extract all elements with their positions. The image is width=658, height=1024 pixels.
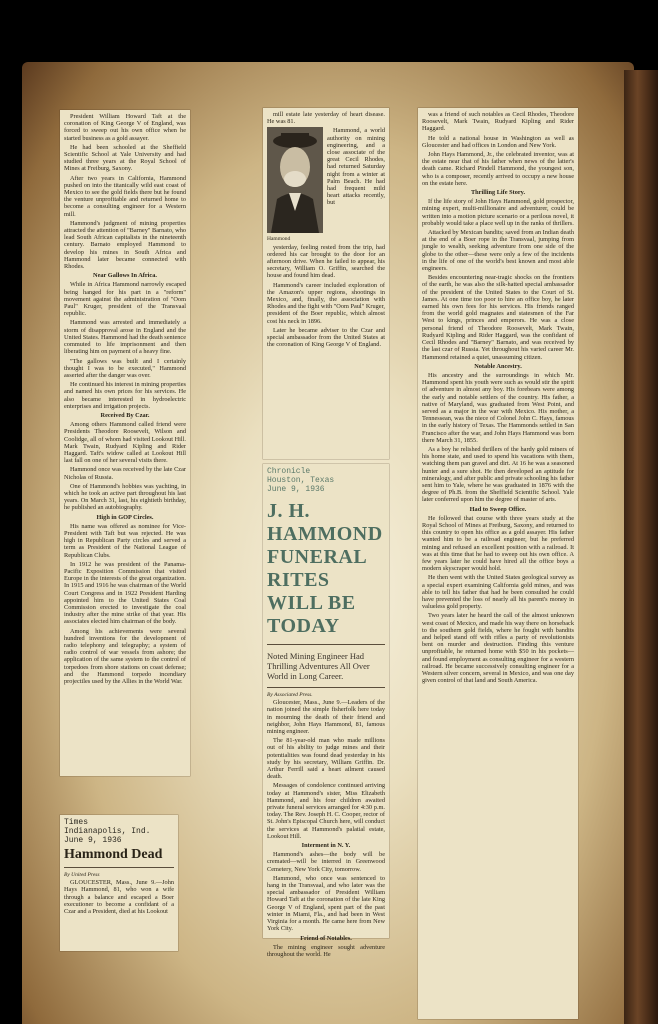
article-paragraph: One of Hammond's hobbies was yachting, in which he took an active part throughout his last years. On March 31, last, his eightieth birthday, he published an autobiography. (64, 482, 186, 512)
article-paragraph: Hammond, a world authority on mining engineering, and a close associate of the great Cecil Rhodes, had returned Saturday night from a winter at Palm Beach. He had had frequent mild heart attacks recently, but (327, 127, 385, 207)
article-paragraph: The mining engineer sought adventure throughout the world. He (267, 943, 385, 958)
small-clipping (60, 815, 178, 951)
article-paragraph: He told a national house in Washington as well as Gloucester and had offices in London and New York. (422, 134, 574, 149)
mid-top-clipping (263, 108, 389, 459)
divider (267, 644, 385, 645)
subheading: Near Gallows In Africa. (93, 272, 157, 280)
headline-line: J. H. HAMMOND (267, 500, 383, 545)
dateline-line: June 9, 1936 (64, 836, 122, 845)
article-paragraph: yesterday, feeling rested from the trip, had ordered his car brought to the door for an afternoon drive. When he failed to appear, his secretary, William O. Griffin, searched the house and found him dead. (267, 243, 385, 280)
article-paragraph: Hammond once was received by the late Czar Nicholas of Russia. (64, 466, 186, 481)
article-paragraph: In 1912 he was president of the Panama-Pacific Exposition Commission that visited Europe in the interests of the great organization. In 1915 and 1916 he was chairman of the World Court Congress and in 1922 President Harding appointed him to the United States Coal Commission erected to investigate the coal industry after the mine strike of that year. His associates elected him chairman of the body. (64, 560, 186, 626)
article-paragraph: Hammond's career included exploration of the Amazon's upper regions, shootings in Mexico, and, finally, the association with Rhodes and the fight with "Oom Paul" Kruger, president of the Boer republic, which almost cost his neck in 1896. (267, 281, 385, 325)
article-paragraph: John Hays Hammond, Jr., the celebrated inventor, was at the estate near that of his father when news of the latter's death came. Richard Pindell Hammond, the youngest son, who is a composer, recently arrived to occupy a new house on the estate here. (422, 151, 574, 187)
right-clipping (418, 108, 578, 1019)
article-paragraph: President William Howard Taft at the coronation of King George V of England, was forced to sweep out his own office when he started business as a gold assayer. (64, 113, 186, 142)
divider (64, 867, 174, 868)
article-paragraph: Two years later he heard the call of the almost unknown west coast of Mexico, and made his way there on horseback to the southern gold fields, where he fought with bandits and helped stand off with rifles a party of revolutionists bent on murder and destruction. Finding this venture unprofitable, he returned home with $50 in his pockets—and found employment as consulting engineer for a western railroad. He became successively consulting engineer for a Western silver concern, several in Mexico, and was one day given control of that land and South America. (422, 612, 574, 685)
article-paragraph: Gloucester, Mass., June 9.—Leaders of the nation joined the simple fisherfolk here today in mourning the death of their friend and neighbor, John Hays Hammond, 81, famous mining engineer. (267, 699, 385, 736)
mid-bottom-clipping (263, 464, 389, 958)
article-paragraph: His ancestry and the surroundings in which Mr. Hammond spent his youth were such as would stir the spirit of adventure in almost any boy. His forebears were among the early and notable settlers of the country. His father, a native of Maryland, was graduated from West Point, and served as a major in the war with Mexico. His mother, a Tennessean, was the niece of Colonel John C. Hays, famous in the early history of Texas. The Hammonds settled in San Francisco after the war, and John Hays Hammond was born there March 31, 1855. (422, 371, 574, 444)
portrait-icon (267, 127, 323, 233)
article-paragraph: After two years in California, Hammond pushed on into the titanically wild east coast of Mexico to see the gold fields there but he found the venture unprofitable and returned home to become a consulting engineer for a Western mill. (64, 174, 186, 218)
article-paragraph: Hammond was arrested and immediately a storm of disapproval arose in England and the United States. Hammond had the death sentence commuted to life imprisonment and then liberating him on payment of a heavy fine. (64, 319, 186, 356)
subheading: Interment in N. Y. (301, 842, 351, 850)
stamp-line: Houston, Texas (267, 476, 335, 485)
divider (267, 687, 385, 688)
article-paragraph: "The gallows was built and I certainly thought I was to be executed," Hammond asserted after the danger was over. (64, 357, 186, 379)
stamp-line: Chronicle (267, 467, 311, 476)
article-paragraph: His name was offered as nominee for Vice-President with Taft but was rejected. He was high in Republican Party circles and served a term as President of the National League of Republican Clubs. (64, 522, 186, 559)
headline (267, 500, 385, 638)
article-paragraph: Messages of condolence continued arriving today at Hammond's sister, Miss Elizabeth Hammond, and his four children awaited private funeral services arranged for 4:30 p.m. today. The Rev. Joseph H. C. Cooper, rector of St. John's Episcopal Church here, will conduct the services at Hammond's palatial estate, Lookout Hill. (267, 782, 385, 840)
portrait-photo (267, 127, 323, 233)
dateline-line: Times (64, 818, 89, 827)
byline: By Associated Press. (267, 692, 313, 698)
article-paragraph: As a boy he relished thrillers of the hardy gold miners of his home state, and used to spend his vacations with them, watching them pan gravel and dirt. At 16 he was a seasoned hunter and a sure shot. He then developed an aptitude for mineralogy, and after public and private schooling his father sent him to Yale, where he was graduated in 1876 with the degree of Ph.B. from the Sheffield Scientific School. Yale later conferred upon him the degree of master of arts. (422, 445, 574, 504)
subheading: High in GOP Circles. (96, 513, 154, 521)
photo-caption: Hammond (267, 236, 291, 243)
article-paragraph: While in Africa Hammond narrowly escaped being hanged for his part in a "reform" movement against the administration of "Oom Paul" Kruger, president of the Transvaal republic. (64, 281, 186, 318)
album-edge (624, 70, 658, 1024)
stamp-line: June 9, 1936 (267, 485, 325, 494)
left-clipping (60, 110, 190, 776)
byline: By United Press (64, 872, 100, 878)
article-paragraph: He continued his interest in mining properties and named his own prices for his services. He also became interested in hydroelectric enterprises and irrigation projects. (64, 381, 186, 410)
article-paragraph: Attacked by Mexican bandits; saved from an Indian death at the end of a Boer rope in the Transvaal, jumping from jungle to wealth, seeking adventure from one side of the globe to the other—these were only a few of the incidents in the life of one of the world's best known and most able engineers. (422, 229, 574, 273)
article-paragraph: If the life story of John Hays Hammond, gold prospector, mining expert, multi-millionaire and adventurer, could be written into a motion picture scenario or a perilous novel, it probably would take a place well up in the ranks of thrillers. (422, 198, 574, 227)
article-paragraph: Hammond's ashes—the body will be cremated—will be interred in Greenwood Cemetery, New York City, tomorrow. (267, 851, 385, 873)
dateline-line: Indianapolis, Ind. (64, 827, 151, 836)
article-paragraph: He followed that course with three years study at the Royal School of Mines at Freiburg, Saxony, and returned to this country to open his office as a gold assayer. His father wanted him to be a railroad engineer, but he preferred mining and refused an excellent position with a railroad. It was at this time that he had to sweep out his own office. A few years later he could have hired all the office boys a modern skyscraper would hold. (422, 514, 574, 573)
deck: Noted Mining Engineer Had Thrilling Adventures All Over World in Long Career. (267, 651, 370, 681)
article-paragraph: He then went with the United States geological survey as a special expert examining California gold mines, and was able to tell his father that had he been consulted he could have prevented the loss of nearly all his parent's money in valueless gold property. (422, 574, 574, 611)
article-paragraph: He had been schooled at the Sheffield Scientific School at Yale University and had studied three years at the Royal School of Mines at Freiburg, Saxony. (64, 143, 186, 173)
article-paragraph: was a friend of such notables as Cecil Rhodes, Theodore Roosevelt, Mark Twain, Rudyard Kipling and Rider Haggard. (422, 111, 574, 133)
subheading: Notable Ancestry. (474, 362, 522, 370)
headline-line: WILL BE TODAY (267, 592, 356, 637)
article-paragraph: Hammond's judgment of mining properties attracted the attention of "Barney" Barnato, who lead South African capitalists in the nineteenth century. Barnato employed Hammond to develop his mines in South Africa and Hammond later became connected with Rhodes. (64, 219, 186, 271)
article-paragraph: Among others Hammond called friend were Presidents Theodore Roosevelt, Wilson and Coolidge, all of whom had visited Lookout Hill. Mark Twain, Rudyard Kipling and Rider Haggard. Taft's widow called at Lookout Hill last fall on one of her several visits there. (64, 421, 186, 465)
article-paragraph: Among his achievements were several hundred inventions for the development of radio telephony and telegraphy; a system of radio control of war vessels from ashore; the application of the same system to the control of torpedoes from shore stations on coast defense; and the Hammond torpedo incendiary projectiles used by the Allies in the World War. (64, 627, 186, 686)
article-paragraph: GLOUCESTER, Mass., June 9.—John Hays Hammond, 81, who won a wife through a balance and escaped a Boer executioner to become a confidant of a Czar and a President, died at his Lookout (64, 879, 174, 916)
article-paragraph: mill estate late yesterday of heart disease. He was 81. (267, 111, 385, 126)
article-paragraph: Later he became adviser to the Czar and special ambassador from the United States at the coronation of King George V of England. (267, 326, 385, 349)
subheading: Had to Sweep Office. (469, 505, 527, 513)
article-paragraph: Hammond, who once was sentenced to hang in the Transvaal, and who later was the special ambassador of President William Howard Taft at the coronation of the late King George V of England, spent part of the past winter in Miami, Fla., and had been in West Virginia for a month. He came here from New York City. (267, 874, 385, 933)
subheading: Thrilling Life Story. (470, 189, 526, 197)
subheading: Friend of Notables. (300, 934, 352, 942)
article-paragraph: The 81-year-old man who made millions out of his ability to judge mines and their potentialities was found dead yesterday in his study by his secretary, William Griffin. Dr. Arthur Ferrill said a heart ailment caused death. (267, 737, 385, 781)
small-clipping-title: Hammond Dead (64, 847, 163, 862)
article-paragraph: Besides encountering near-tragic shocks on the frontiers of the earth, he was also the silk-hatted special ambassador of the president of the United States to the Court of St. James. At one time too poor to hire an office boy, he later earned his own fees for his services. His friends ranged from the world gold magnates and statesmen of the Far West to kings, princes and emperors. He was a close personal friend of Theodore Roosevelt, Mark Twain, Rudyard Kipling and Rider Haggard, was the confidant of Cecil Rhodes and "Barney" Barnato, and was received by the last czar of Russia. Yet throughout his varied career Mr. Hammond retained a quiet, unassuming citizen. (422, 274, 574, 361)
subheading: Received By Czar. (100, 411, 150, 419)
headline-line: FUNERAL RITES (267, 546, 367, 591)
